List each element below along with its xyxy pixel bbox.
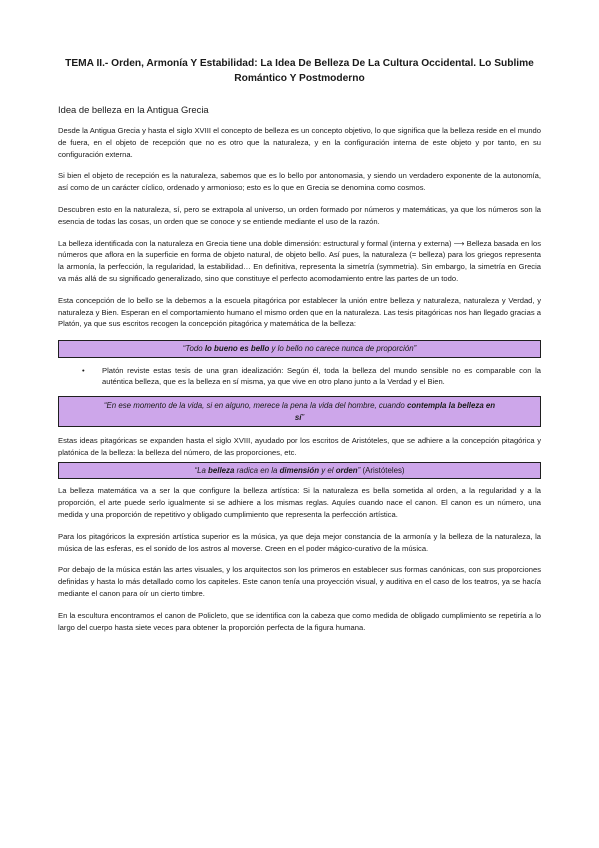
paragraph: Esta concepción de lo bello se la debemos a la escuela pitagórica por establecer la unión entre belleza y naturaleza, naturaleza y Verdad, y naturaleza y Bien. Esperan en el comportamiento humano el mismo orden que en la naturaleza. Las tesis pitagóricas nos han llegado gracias a Platón, ya que sus escritos recogen la concepción pitagórica y matemática de la belleza: bbox=[58, 295, 541, 329]
section-title: Idea de belleza en la Antigua Grecia bbox=[58, 104, 209, 115]
quote-box bbox=[58, 340, 541, 358]
quote-box bbox=[58, 396, 541, 427]
list-item bbox=[58, 365, 541, 389]
quote-emphasis: orden bbox=[335, 465, 358, 475]
quote-emphasis: lo bueno es bello bbox=[204, 344, 270, 354]
paragraph: La belleza matemática va a ser la que configure la belleza artística: Si la naturaleza es bella sometida al orden, a la regularidad y a la proporción, el arte puede serlo igualmente si se adhiere a los mismas reglas. Aquíes cuando nace el canon. El canon es un número, una medida y una proporción de repetitivo y obligado cumplimiento que representa la perfección artística. bbox=[58, 486, 541, 519]
bullet-icon: • bbox=[82, 365, 85, 375]
quote-text: ” bbox=[301, 412, 305, 422]
quote-text: y lo bello no carece nunca de proporción” bbox=[269, 344, 417, 354]
quote-text: y el bbox=[319, 465, 336, 475]
paragraph: En la escultura encontramos el canon de Policleto, que se identifica con la cabeza que como medida de obligado cumplimiento se repetiría a lo largo del cuerpo hasta siete veces para obtener la proporción perfecta de la figura humana. bbox=[58, 610, 541, 632]
quote-box bbox=[58, 462, 541, 480]
paragraph: Descubren esto en la naturaleza, sí, pero se extrapola al universo, un orden formado por números y matemáticas, ya que los números son la esencia de todas las cosas, un orden que se conoce y se entiende mediante el uso de la razón. bbox=[58, 204, 541, 226]
quote-emphasis: belleza bbox=[208, 465, 235, 475]
quote-text: “En ese momento de la vida, si en alguno, merece la pena la vida del hombre, cuando bbox=[103, 401, 407, 411]
quote-emphasis: contempla la belleza en sí bbox=[294, 401, 496, 422]
paragraph: La belleza identificada con la naturaleza en Grecia tiene una doble dimensión: estructural y formal (interna y externa) ⟶ Belleza basada en los números que aflora en la superficie en forma de objeto natural, de objeto bello. Así pues, la naturaleza (= belleza) para los griegos representa la armonía, la perfección, la regularidad, la estabilidad… En definitiva, representa la simetría (symmetria). Sin embargo, la simetría en Grecia va más allá de su significado generalizado, sino que constituye el perfecto acomodamiento entre las partes de un todo. bbox=[58, 238, 541, 283]
quote-text: radica en la bbox=[234, 465, 280, 475]
quote-text: “Todo bbox=[182, 344, 205, 354]
paragraph: Desde la Antigua Grecia y hasta el siglo XVIII el concepto de belleza es un concepto objetivo, lo que significa que la belleza reside en el mundo de fuera, en el objeto de recepción que no es otro que la naturaleza, y en la configuración interna de este objeto y por tanto, en su configuración externa. bbox=[58, 126, 541, 159]
quote-emphasis: dimensión bbox=[279, 465, 320, 475]
paragraph: Estas ideas pitagóricas se expanden hasta el siglo XVIII, ayudado por los escritos de Aristóteles, que se adhiere a la concepción pitagórica y platónica de la belleza: la belleza del número, de las proporciones, etc. bbox=[58, 436, 541, 458]
paragraph: Si bien el objeto de recepción es la naturaleza, sabemos que es lo bello por antonomasia, y siendo un verdadero exponente de la autonomía, así como de un carácter cíclico, ordenado y armonioso; esto es lo que en Grecia se denomina como cosmos. bbox=[58, 171, 541, 193]
paragraph: Para los pitagóricos la expresión artística superior es la música, ya que deja mejor constancia de la armonía y la belleza de la naturaleza, la música de las esferas, es el sonido de los astros al moverse. Creen en el poder mágico-curativo de la música. bbox=[58, 531, 541, 553]
paragraph: Por debajo de la música están las artes visuales, y los arquitectos son los primeros en establecer sus formas canónicas, con sus proporciones definidas y hasta lo más detallado como los capiteles. Este canon tenía una proyección visual, y auditiva en el caso de los teatros, ya se hacía mediante el canon para oír un cierto timbre. bbox=[58, 565, 541, 598]
quote-text: ” bbox=[357, 465, 363, 475]
quote-author: (Aristóteles) bbox=[362, 465, 405, 475]
document-title: TEMA II.- Orden, Armonía Y Estabilidad: La Idea De Belleza De La Cultura Occidental. Lo Sublime Romántico Y Postmoderno bbox=[65, 58, 534, 84]
list-item-text: Platón reviste estas tesis de una gran idealización: Según él, toda la belleza del mundo sensible no es comparable con la auténtica belleza, que es la belleza en sí misma, ya que vive en otro plano junto a la Verdad y el Bien. bbox=[102, 365, 541, 387]
quote-text: “La bbox=[194, 465, 209, 475]
